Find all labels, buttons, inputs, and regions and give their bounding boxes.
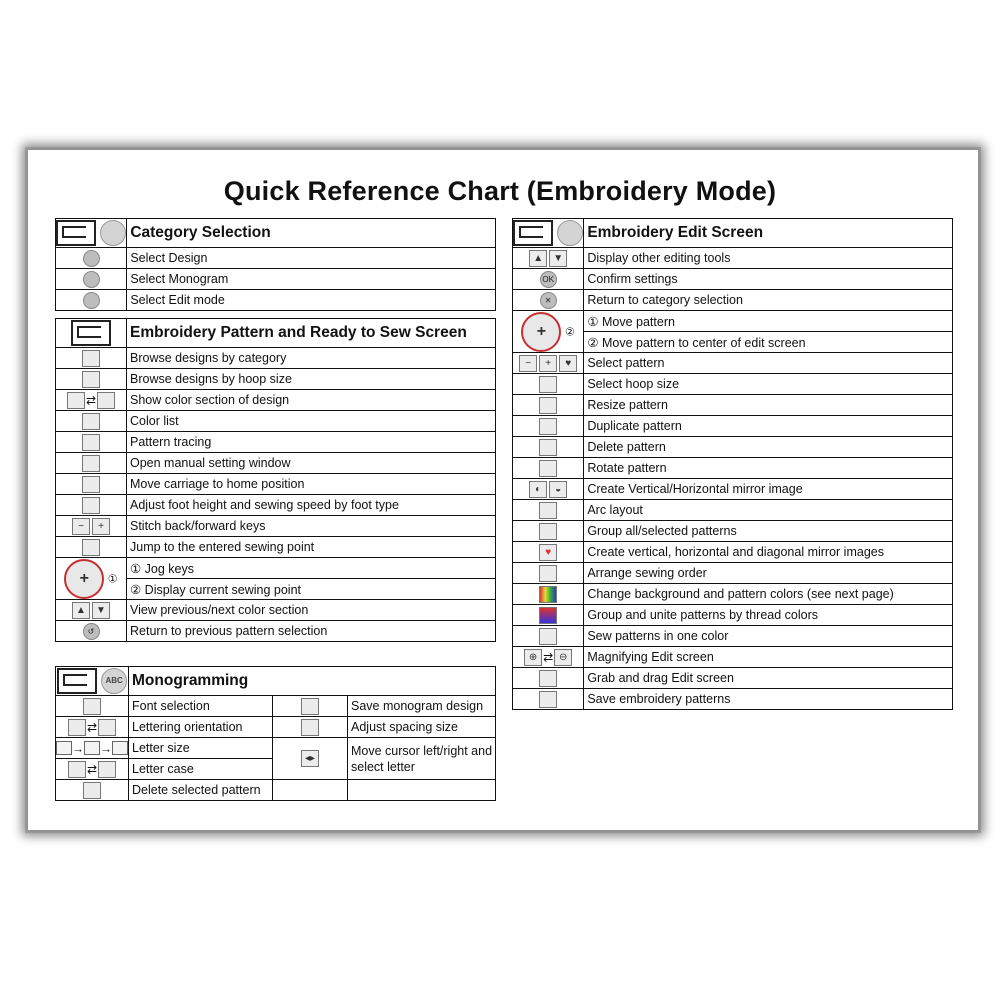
category-selection-table (55, 218, 496, 311)
list-item: Show color section of design (127, 390, 496, 411)
pattern-screen-heading: Embroidery Pattern and Ready to Sew Screen (127, 319, 496, 348)
design-icon[interactable] (83, 250, 100, 267)
list-item: Browse designs by hoop size (127, 369, 496, 390)
sewing-order-icon[interactable] (539, 565, 557, 582)
color-list-icon[interactable] (82, 413, 100, 430)
list-item: ① Move pattern (584, 311, 953, 332)
edit-mode-icon[interactable] (83, 292, 100, 309)
down-arrow-icon[interactable]: ▼ (549, 250, 567, 267)
mirror-vertical-icon[interactable]: ◐ (529, 481, 547, 498)
list-item: Move carriage to home position (127, 474, 496, 495)
list-item: Adjust foot height and sewing speed by foot type (127, 495, 496, 516)
list-item: Open manual setting window (127, 453, 496, 474)
move-pattern-icon[interactable]: + (521, 312, 561, 352)
monogramming-heading: Monogramming (129, 667, 496, 696)
mirror-horizontal-icon[interactable]: ◒ (549, 481, 567, 498)
orientation-icon[interactable] (68, 719, 86, 736)
list-item: Resize pattern (584, 395, 953, 416)
edit-screen-heading: Embroidery Edit Screen (584, 219, 953, 248)
thread-color-group-icon[interactable] (539, 607, 557, 624)
plus-icon[interactable]: + (92, 518, 110, 535)
list-item: Create Vertical/Horizontal mirror image (584, 479, 953, 500)
group-icon[interactable] (539, 523, 557, 540)
list-item: Save monogram design (348, 696, 496, 717)
color-section-alt-icon[interactable] (97, 392, 115, 409)
list-item: Confirm settings (584, 269, 953, 290)
list-item: Browse designs by category (127, 348, 496, 369)
resize-icon[interactable] (539, 397, 557, 414)
list-item: Group all/selected patterns (584, 521, 953, 542)
save-monogram-icon[interactable] (301, 698, 319, 715)
letter-case-icon[interactable] (68, 761, 86, 778)
spacing-icon[interactable] (301, 719, 319, 736)
list-item: Duplicate pattern (584, 416, 953, 437)
rotate-icon[interactable] (539, 460, 557, 477)
list-item: Jump to the entered sewing point (127, 537, 496, 558)
foot-height-icon[interactable] (82, 497, 100, 514)
mirror-multi-icon[interactable]: ♥ (539, 544, 557, 561)
sewing-machine-icon (71, 320, 111, 346)
monogramming-table: ABC Monogramming Font selection Save monogram design ⇄ Lettering orientation Adjust spacing size → → Letter size ◂▸ Move cursor left/right and select letter ⇄ Letter case Delete selected pattern (55, 666, 496, 801)
edit-round-icon (557, 220, 583, 246)
swap-arrows-icon: ⇄ (85, 393, 97, 407)
list-item: Select Monogram (127, 269, 496, 290)
monogram-icon[interactable] (83, 271, 100, 288)
zoom-in-icon[interactable]: ⊕ (524, 649, 542, 666)
color-change-icon[interactable] (539, 586, 557, 603)
list-item: Arc layout (584, 500, 953, 521)
list-item: Change background and pattern colors (see next page) (584, 584, 953, 605)
delete-icon[interactable] (83, 782, 101, 799)
list-item: Return to category selection (584, 290, 953, 311)
list-item: Arrange sewing order (584, 563, 953, 584)
list-item: Select pattern (584, 353, 953, 374)
list-item: Select Design (127, 248, 496, 269)
list-item: Save embroidery patterns (584, 689, 953, 710)
hoop-size-icon[interactable] (82, 371, 100, 388)
list-item: Create vertical, horizontal and diagonal mirror images (584, 542, 953, 563)
swap-arrows-icon: ⇄ (86, 720, 98, 734)
hoop-size-icon[interactable] (539, 376, 557, 393)
list-item: Lettering orientation (129, 717, 273, 738)
list-item: Move cursor left/right and select letter (348, 738, 496, 780)
close-icon[interactable]: ✕ (540, 292, 557, 309)
return-icon[interactable]: ↺ (83, 623, 100, 640)
list-item: Delete selected pattern (129, 780, 273, 801)
font-icon[interactable] (83, 698, 101, 715)
letter-size-icon[interactable] (56, 741, 72, 755)
save-icon[interactable] (539, 691, 557, 708)
list-item: Display other editing tools (584, 248, 953, 269)
list-item: Group and unite patterns by thread colors (584, 605, 953, 626)
list-item: Letter size (129, 738, 273, 759)
list-item: Letter case (129, 759, 273, 780)
list-item: Magnifying Edit screen (584, 647, 953, 668)
heart-icon[interactable]: ♥ (559, 355, 577, 372)
letter-case-alt-icon[interactable] (98, 761, 116, 778)
one-color-icon[interactable] (539, 628, 557, 645)
list-item: Pattern tracing (127, 432, 496, 453)
pattern-tracing-icon[interactable] (82, 434, 100, 451)
swap-arrows-icon: ⇄ (543, 650, 554, 664)
list-item: ① Jog keys (127, 558, 496, 579)
list-item: Stitch back/forward keys (127, 516, 496, 537)
list-item: Color list (127, 411, 496, 432)
list-item: ② Display current sewing point (127, 579, 496, 600)
list-item: Return to previous pattern selection (127, 621, 496, 642)
list-item: Font selection (129, 696, 273, 717)
up-arrow-icon[interactable]: ▲ (529, 250, 547, 267)
list-item: Rotate pattern (584, 458, 953, 479)
orientation-alt-icon[interactable] (98, 719, 116, 736)
sewing-machine-icon (57, 668, 97, 694)
edit-screen-table: Embroidery Edit Screen ▲ ▼ Display other editing tools OK Confirm settings ✕ Return to category selection + ② ① Move pattern ② Move pattern to center of edit screen − + ♥ Select pattern Select hoop size Resize pattern Duplicate pattern Delete pattern Rotate pattern ◐ ◒ Create Vertical/Horizontal mirror image Arc layout Group all/selected patterns ♥ Create vertical, horizontal and diagonal mirror images Arrange sewing order Change background and pattern colors (see next page) Group and unite patterns by thread colors Sew patterns in one color ⊕ ⇄ ⊖ Magnifying Edit screen Grab and drag Edit screen Save embroidery patterns (512, 218, 953, 710)
list-item: Sew patterns in one color (584, 626, 953, 647)
page-title: Quick Reference Chart (Embroidery Mode) (223, 176, 777, 206)
list-item: View previous/next color section (127, 600, 496, 621)
jog-keys-icon[interactable]: + (64, 559, 104, 599)
pattern-screen-table: Embroidery Pattern and Ready to Sew Screen Browse designs by category Browse designs by hoop size ⇄ Show color section of design Color list Pattern tracing Open manual setting window Move carriage to home position Adjust foot height and sewing speed by foot type − + Stitch back/forward keys Jump to the entered sewing point + ① ① Jog keys ② Display current sewing point ▲ ▼ View previous/next color section ↺ Return to previous pattern selection (55, 318, 496, 642)
category-heading: Category Selection (127, 219, 496, 248)
list-item: ② Move pattern to center of edit screen (584, 332, 953, 353)
grab-hand-icon[interactable] (539, 670, 557, 687)
minus-icon[interactable]: − (519, 355, 537, 372)
list-item: Select hoop size (584, 374, 953, 395)
delete-icon[interactable] (539, 439, 557, 456)
color-section-icon[interactable] (67, 392, 85, 409)
sewing-machine-icon (56, 220, 96, 246)
duplicate-icon[interactable] (539, 418, 557, 435)
ok-icon[interactable]: OK (540, 271, 557, 288)
list-item: Delete pattern (584, 437, 953, 458)
up-arrow-icon[interactable]: ▲ (72, 602, 90, 619)
category-header-icons (56, 219, 127, 248)
category-browse-icon[interactable] (82, 350, 100, 367)
manual-setting-icon[interactable] (82, 455, 100, 472)
down-arrow-icon[interactable]: ▼ (92, 602, 110, 619)
minus-icon[interactable]: − (72, 518, 90, 535)
sewing-machine-icon (513, 220, 553, 246)
abc-round-icon: ABC (101, 668, 127, 694)
list-item: Select Edit mode (127, 290, 496, 311)
swap-arrows-icon: ⇄ (86, 762, 98, 776)
plus-icon[interactable]: + (539, 355, 557, 372)
zoom-out-icon[interactable]: ⊖ (554, 649, 572, 666)
list-item: Grab and drag Edit screen (584, 668, 953, 689)
arc-layout-icon[interactable] (539, 502, 557, 519)
list-item: Adjust spacing size (348, 717, 496, 738)
jump-point-icon[interactable] (82, 539, 100, 556)
cursor-left-right-icon[interactable]: ◂▸ (301, 750, 319, 767)
home-position-icon[interactable] (82, 476, 100, 493)
category-round-icon (100, 220, 126, 246)
